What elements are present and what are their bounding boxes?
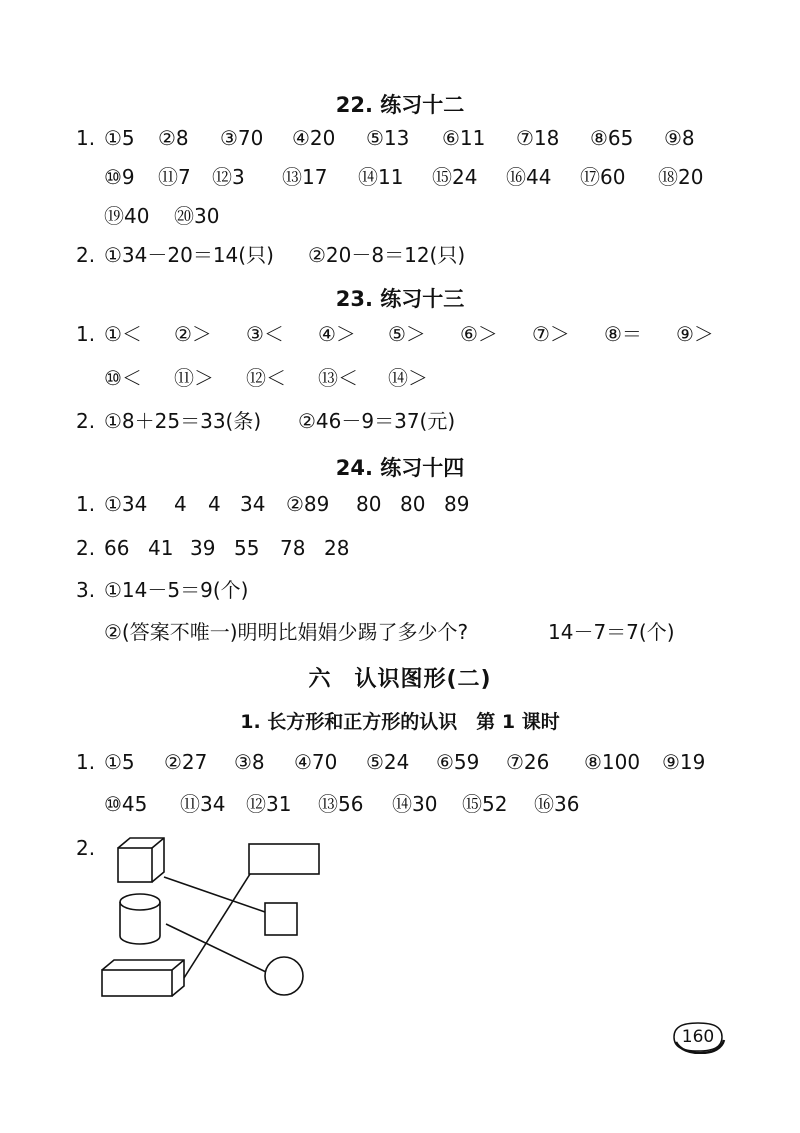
square-shape	[265, 903, 297, 935]
answer: ④70	[294, 750, 338, 774]
answer: 39	[190, 536, 216, 560]
answer: ①14－5＝9(个)	[104, 578, 249, 602]
answer: ⑭11	[358, 165, 404, 189]
answer: ①34－20＝14(只)	[104, 243, 274, 267]
answer: ⑬17	[282, 165, 328, 189]
answer: ⑦26	[506, 750, 550, 774]
answer: ②8	[158, 126, 189, 150]
question-number: 2.	[76, 536, 96, 560]
answer: 78	[280, 536, 306, 560]
answer: ①＜	[104, 322, 142, 346]
answer: ②89	[286, 492, 330, 516]
answer: ⑳30	[174, 204, 220, 228]
lesson-title: 1. 长方形和正方形的认识 第 1 课时	[240, 711, 560, 733]
answer: 41	[148, 536, 174, 560]
question-number: 3.	[76, 578, 96, 602]
answer: ⑤24	[366, 750, 410, 774]
match-line-cylinder-circle	[166, 924, 266, 972]
answer: 34	[240, 492, 266, 516]
cylinder-shape	[120, 894, 160, 944]
answer: ⑮52	[462, 792, 508, 816]
answer: ⑩45	[104, 792, 148, 816]
answer: ⑦18	[516, 126, 560, 150]
answer: ③＜	[246, 322, 284, 346]
answer: 80	[356, 492, 382, 516]
answer: ④＞	[318, 322, 356, 346]
answer: ⑭＞	[388, 366, 428, 390]
answer: ⑪＞	[174, 366, 214, 390]
answer: ⑨19	[662, 750, 706, 774]
question-number: 1.	[76, 322, 96, 346]
answer: ⑪7	[158, 165, 191, 189]
answer: ⑧＝	[604, 322, 642, 346]
answer: ②＞	[174, 322, 212, 346]
answer: ⑩＜	[104, 366, 142, 390]
answer: ③8	[234, 750, 265, 774]
answer: ④20	[292, 126, 336, 150]
answer: ⑱20	[658, 165, 704, 189]
section-title-24: 24. 练习十四	[335, 456, 465, 480]
answer: ③70	[220, 126, 264, 150]
answer: 4	[208, 492, 221, 516]
answer: ⑲40	[104, 204, 150, 228]
page-number: 160	[681, 1027, 715, 1047]
question-number: 2.	[76, 243, 96, 267]
answer: ⑰60	[580, 165, 626, 189]
answer: ⑤＞	[388, 322, 426, 346]
answer: 28	[324, 536, 350, 560]
answer: ⑧100	[584, 750, 641, 774]
answer: 66	[104, 536, 130, 560]
answer: ⑧65	[590, 126, 634, 150]
rectangle-shape	[249, 844, 319, 874]
cube-shape	[118, 838, 164, 882]
answer: ②20－8＝12(只)	[308, 243, 466, 267]
answer: ⑮24	[432, 165, 478, 189]
answer: ②(答案不唯一)明明比娟娟少踢了多少个?	[104, 620, 469, 644]
answer: ⑭30	[392, 792, 438, 816]
question-number: 2.	[76, 409, 96, 433]
match-line-cube-square	[164, 877, 265, 912]
answer: ⑫31	[246, 792, 292, 816]
answer: ①5	[104, 126, 135, 150]
answer: ⑪34	[180, 792, 226, 816]
question-number: 1.	[76, 750, 96, 774]
answer: ⑩9	[104, 165, 135, 189]
answer: ⑫3	[212, 165, 245, 189]
answer: ⑬56	[318, 792, 364, 816]
answer: ⑫＜	[246, 366, 286, 390]
answer: ⑯36	[534, 792, 580, 816]
answer: 14－7＝7(个)	[548, 620, 675, 644]
answer: ①8＋25＝33(条)	[104, 409, 262, 433]
match-line-cuboid-rectangle	[184, 874, 250, 978]
answer: 89	[444, 492, 470, 516]
answer: ①5	[104, 750, 135, 774]
cuboid-shape	[102, 960, 184, 996]
answer: ⑨＞	[676, 322, 714, 346]
section-title-23: 23. 练习十三	[335, 287, 465, 311]
circle-shape	[265, 957, 303, 995]
answer: ⑦＞	[532, 322, 570, 346]
answer: 55	[234, 536, 260, 560]
question-number: 1.	[76, 492, 96, 516]
question-number: 2.	[76, 836, 96, 860]
answer: ⑨8	[664, 126, 695, 150]
answer: 4	[174, 492, 187, 516]
answer: ⑬＜	[318, 366, 358, 390]
answer: ⑥59	[436, 750, 480, 774]
answer: 80	[400, 492, 426, 516]
answer: ①34	[104, 492, 148, 516]
answer: ⑥11	[442, 126, 486, 150]
answer: ⑥＞	[460, 322, 498, 346]
question-number: 1.	[76, 126, 96, 150]
answer: ②27	[164, 750, 208, 774]
answer: ⑤13	[366, 126, 410, 150]
section-title-22: 22. 练习十二	[335, 93, 465, 117]
answer: ⑯44	[506, 165, 552, 189]
chapter-title: 六 认识图形(二)	[308, 667, 492, 692]
answer: ②46－9＝37(元)	[298, 409, 456, 433]
